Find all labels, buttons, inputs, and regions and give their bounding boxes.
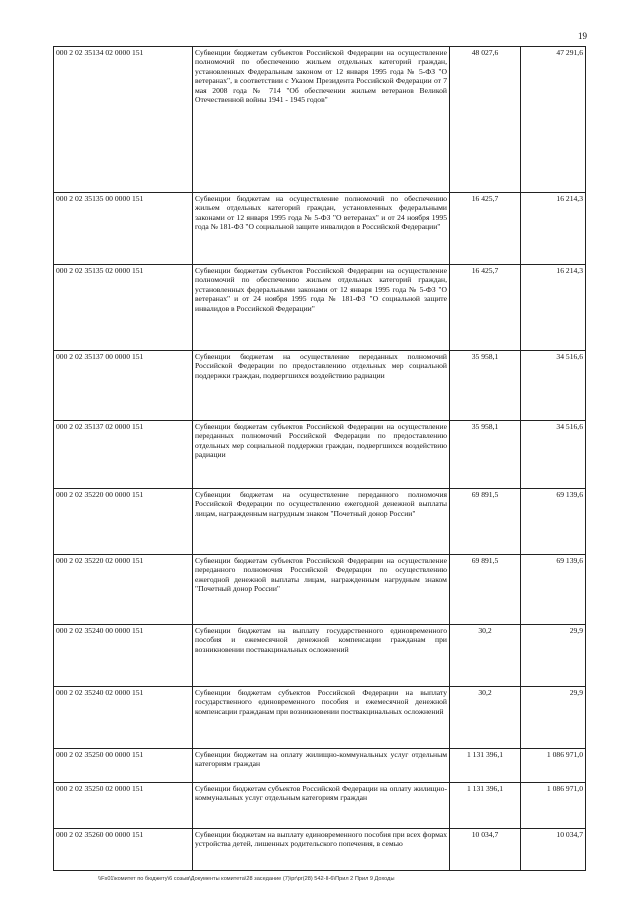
revenue-table	[53, 46, 586, 871]
row-name-cell: Субвенции бюджетам на выплату государственного единовременного пособия и ежемесячной денежной компенсации гражданам при возникновении поствакцинальных осложнений	[193, 625, 450, 687]
row-code-cell: 000 2 02 35137 02 0000 151	[54, 421, 193, 489]
row-value-plan-cell: 16 425,7	[450, 193, 521, 265]
row-name-cell: Субвенции бюджетам на осуществление переданного полномочия Российской Федерации по осуществлению ежегодной денежной выплаты лицам, награжденным нагрудным знаком "Почетный донор России"	[193, 489, 450, 555]
row-value-actual-cell: 34 516,6	[521, 351, 586, 421]
row-value-actual-cell: 1 086 971,0	[521, 783, 586, 829]
row-code-cell: 000 2 02 35220 00 0000 151	[54, 489, 193, 555]
row-code-cell: 000 2 02 35240 00 0000 151	[54, 625, 193, 687]
row-name-cell: Субвенции бюджетам субъектов Российской Федерации на осуществление переданных полномочий Российской Федерации по предоставлению отдельных мер социальной поддержки граждан, подвергшихся воздействию радиации	[193, 421, 450, 489]
row-code-cell: 000 2 02 35220 02 0000 151	[54, 555, 193, 625]
row-value-plan-cell: 1 131 396,1	[450, 749, 521, 783]
row-code-cell: 000 2 02 35250 00 0000 151	[54, 749, 193, 783]
row-name-cell: Субвенции бюджетам на осуществление переданных полномочий Российской Федерации по предоставлению отдельных мер социальной поддержки граждан, подвергшихся воздействию радиации	[193, 351, 450, 421]
row-value-plan-cell: 35 958,1	[450, 351, 521, 421]
row-value-plan-cell: 30,2	[450, 687, 521, 749]
row-value-actual-cell: 10 034,7	[521, 829, 586, 871]
table-row	[54, 489, 586, 555]
row-value-actual-cell: 69 139,6	[521, 489, 586, 555]
table-row	[54, 351, 586, 421]
row-name-cell: Субвенции бюджетам субъектов Российской Федерации на осуществление полномочий по обеспечению жильем отдельных категорий граждан, установленных федеральными законами от 12 января 1995 года № 5-ФЗ "О ветеранах" и от 24 ноября 1995 года № 181-ФЗ "О социальной защите инвалидов в Российской Федерации"	[193, 265, 450, 351]
table-row	[54, 193, 586, 265]
file-path-footer: \\Fs01\комитет по бюджету\6 созыв\Документы комитета\28 заседание (7)\pr\pr(28) 542-II-6\Прил 2 Прил 9 Доходы	[98, 876, 395, 882]
row-name-cell: Субвенции бюджетам субъектов Российской Федерации на оплату жилищно-коммунальных услуг отдельным категориям граждан	[193, 783, 450, 829]
table-row	[54, 265, 586, 351]
table-row	[54, 749, 586, 783]
table-row	[54, 47, 586, 193]
page-number: 19	[578, 31, 587, 41]
row-value-plan-cell: 1 131 396,1	[450, 783, 521, 829]
row-code-cell: 000 2 02 35250 02 0000 151	[54, 783, 193, 829]
row-value-plan-cell: 48 027,6	[450, 47, 521, 193]
row-value-actual-cell: 29,9	[521, 687, 586, 749]
row-name-cell: Субвенции бюджетам на осуществление полномочий по обеспечению жильем отдельных категорий граждан, установленных федеральными законами от 12 января 1995 года № 5-ФЗ "О ветеранах" и от 24 ноября 1995 года № 181-ФЗ "О социальной защите инвалидов в Российской Федерации"	[193, 193, 450, 265]
table-row	[54, 783, 586, 829]
table-row	[54, 829, 586, 871]
row-name-cell: Субвенции бюджетам на выплату единовременного пособия при всех формах устройства детей, лишенных родительского попечения, в семью	[193, 829, 450, 871]
row-name-cell: Субвенции бюджетам субъектов Российской Федерации на выплату государственного единовременного пособия и ежемесячной денежной компенсации гражданам при возникновении поствакцинальных осложнений	[193, 687, 450, 749]
table-row	[54, 687, 586, 749]
row-value-actual-cell: 47 291,6	[521, 47, 586, 193]
row-value-plan-cell: 35 958,1	[450, 421, 521, 489]
row-value-actual-cell: 34 516,6	[521, 421, 586, 489]
row-value-plan-cell: 10 034,7	[450, 829, 521, 871]
row-value-actual-cell: 29,9	[521, 625, 586, 687]
row-code-cell: 000 2 02 35135 00 0000 151	[54, 193, 193, 265]
row-value-plan-cell: 69 891,5	[450, 555, 521, 625]
row-name-cell: Субвенции бюджетам субъектов Российской Федерации на осуществление полномочий по обеспечению жильем отдельных категорий граждан, установленных Федеральным законом от 12 января 1995 года № 5-ФЗ "О ветеранах", в соответствии с Указом Президента Российской Федерации от 7 мая 2008 года № 714 "Об обеспечении жильем ветеранов Великой Отечественной войны 1941 - 1945 годов"	[193, 47, 450, 193]
row-value-plan-cell: 69 891,5	[450, 489, 521, 555]
row-code-cell: 000 2 02 35137 00 0000 151	[54, 351, 193, 421]
row-code-cell: 000 2 02 35260 00 0000 151	[54, 829, 193, 871]
table-row	[54, 421, 586, 489]
row-value-actual-cell: 16 214,3	[521, 193, 586, 265]
row-value-plan-cell: 16 425,7	[450, 265, 521, 351]
row-code-cell: 000 2 02 35240 02 0000 151	[54, 687, 193, 749]
row-value-plan-cell: 30,2	[450, 625, 521, 687]
table-row	[54, 555, 586, 625]
row-value-actual-cell: 69 139,6	[521, 555, 586, 625]
row-name-cell: Субвенции бюджетам субъектов Российской Федерации на осуществление переданного полномочия Российской Федерации по осуществлению ежегодной денежной выплаты лицам, награжденным нагрудным знаком "Почетный донор России"	[193, 555, 450, 625]
row-value-actual-cell: 16 214,3	[521, 265, 586, 351]
row-code-cell: 000 2 02 35135 02 0000 151	[54, 265, 193, 351]
row-name-cell: Субвенции бюджетам на оплату жилищно-коммунальных услуг отдельным категориям граждан	[193, 749, 450, 783]
row-code-cell: 000 2 02 35134 02 0000 151	[54, 47, 193, 193]
table-row	[54, 625, 586, 687]
row-value-actual-cell: 1 086 971,0	[521, 749, 586, 783]
